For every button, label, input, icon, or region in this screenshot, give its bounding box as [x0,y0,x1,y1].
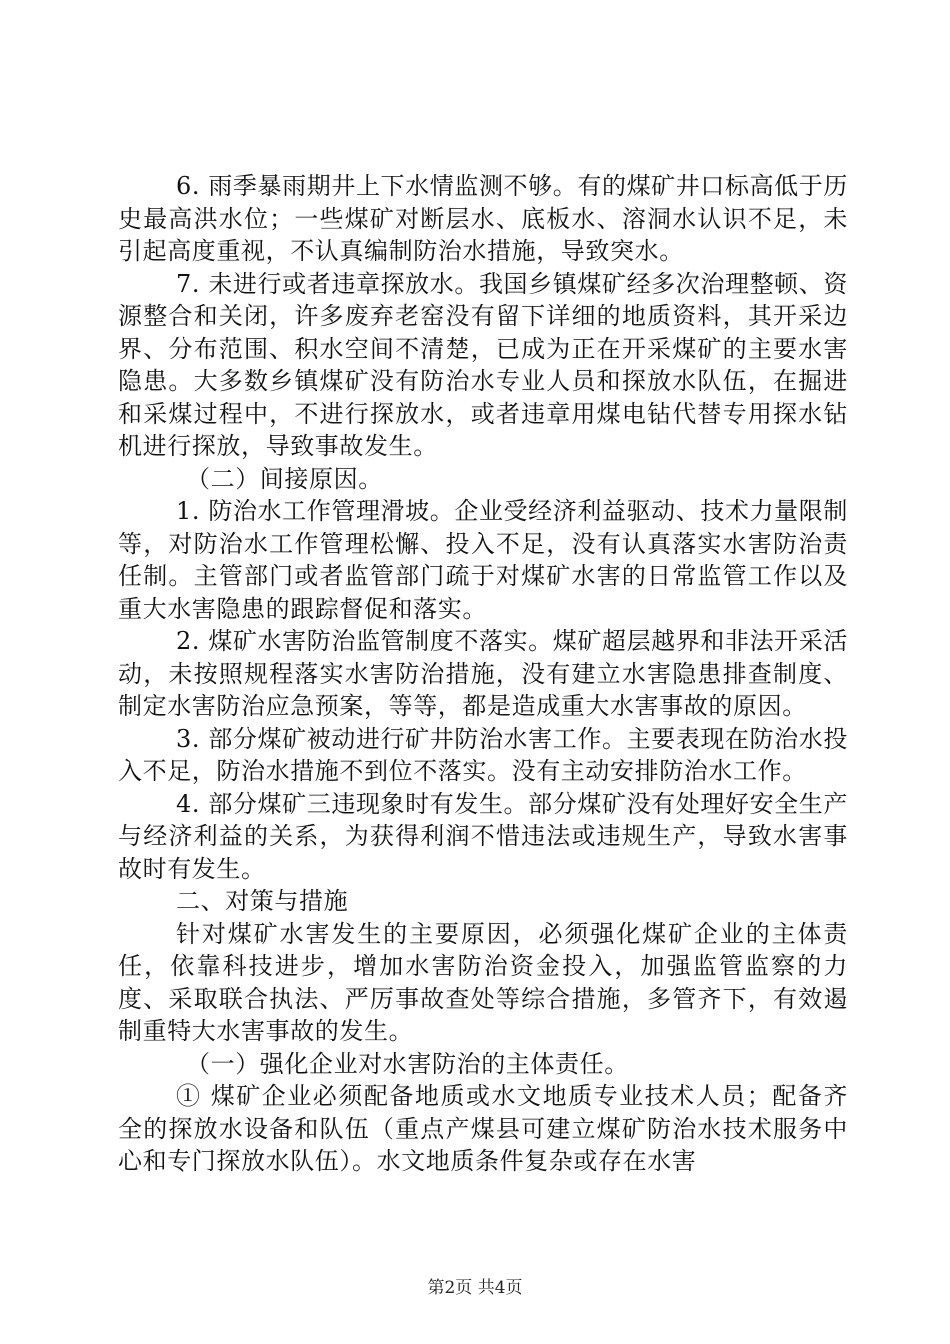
paragraph-indirect-4: 4. 部分煤矿三违现象时有发生。部分煤矿没有处理好安全生产与经济利益的关系，为获得利润不惜违法或违规生产，导致水害事故时有发生。 [118,789,848,883]
section-heading-countermeasures: 二、对策与措施 [176,887,349,915]
page-footer: 第2页 共4页 [427,1278,523,1298]
paragraph-measure-1: ① 煤矿企业必须配备地质或水文地质专业技术人员；配备齐全的探放水设备和队伍（重点产煤县可建立煤矿防治水技术服务中心和专门探放水队伍）。水文地质条件复杂或存在水害 [118,1082,848,1175]
paragraph-item-7: 7. 未进行或者违章探放水。我国乡镇煤矿经多次治理整顿、资源整合和关闭，许多废弃老窑没有留下详细的地质资料，其开采边界、分布范围、积水空间不清楚，已成为正在开采煤矿的主要水害隐患。大多数乡镇煤矿没有防治水专业人员和探放水队伍，在掘进和采煤过程中，不进行探放水，或者违章用煤电钻代替专用探水钻机进行探放，导致事故发生。 [118,269,848,460]
paragraph-item-6: 6. 雨季暴雨期井上下水情监测不够。有的煤矿井口标高低于历史最高洪水位；一些煤矿对断层水、底板水、溶洞水认识不足，未引起高度重视，不认真编制防治水措施，导致突水。 [118,172,848,265]
paragraph-indirect-1: 1. 防治水工作管理滑坡。企业受经济利益驱动、技术力量限制等，对防治水工作管理松懈、投入不足，没有认真落实水害防治责任制。主管部门或者监管部门疏于对煤矿水害的日常监管工作以及重大水害隐患的跟踪督促和落实。 [118,497,848,623]
section-heading-indirect-causes: （二）间接原因。 [186,464,383,493]
paragraph-indirect-2: 2. 煤矿水害防治监管制度不落实。煤矿超层越界和非法开采活动，未按照规程落实水害防治措施，没有建立水害隐患排查制度、制定水害防治应急预案，等等，都是造成重大水害事故的原因。 [118,627,848,720]
paragraph-indirect-3: 3. 部分煤矿被动进行矿井防治水害工作。主要表现在防治水投入不足，防治水措施不到位不落实。没有主动安排防治水工作。 [118,724,848,785]
subsection-heading-enterprise-responsibility: （一）强化企业对水害防治的主体责任。 [186,1049,629,1078]
paragraph-countermeasures-intro: 针对煤矿水害发生的主要原因，必须强化煤矿企业的主体责任，依靠科技进步，增加水害防治资金投入，加强监管监察的力度、采取联合执法、严厉事故查处等综合措施，多管齐下，有效遏制重特大水害事故的发生。 [118,919,848,1045]
document-body [118,170,848,1178]
